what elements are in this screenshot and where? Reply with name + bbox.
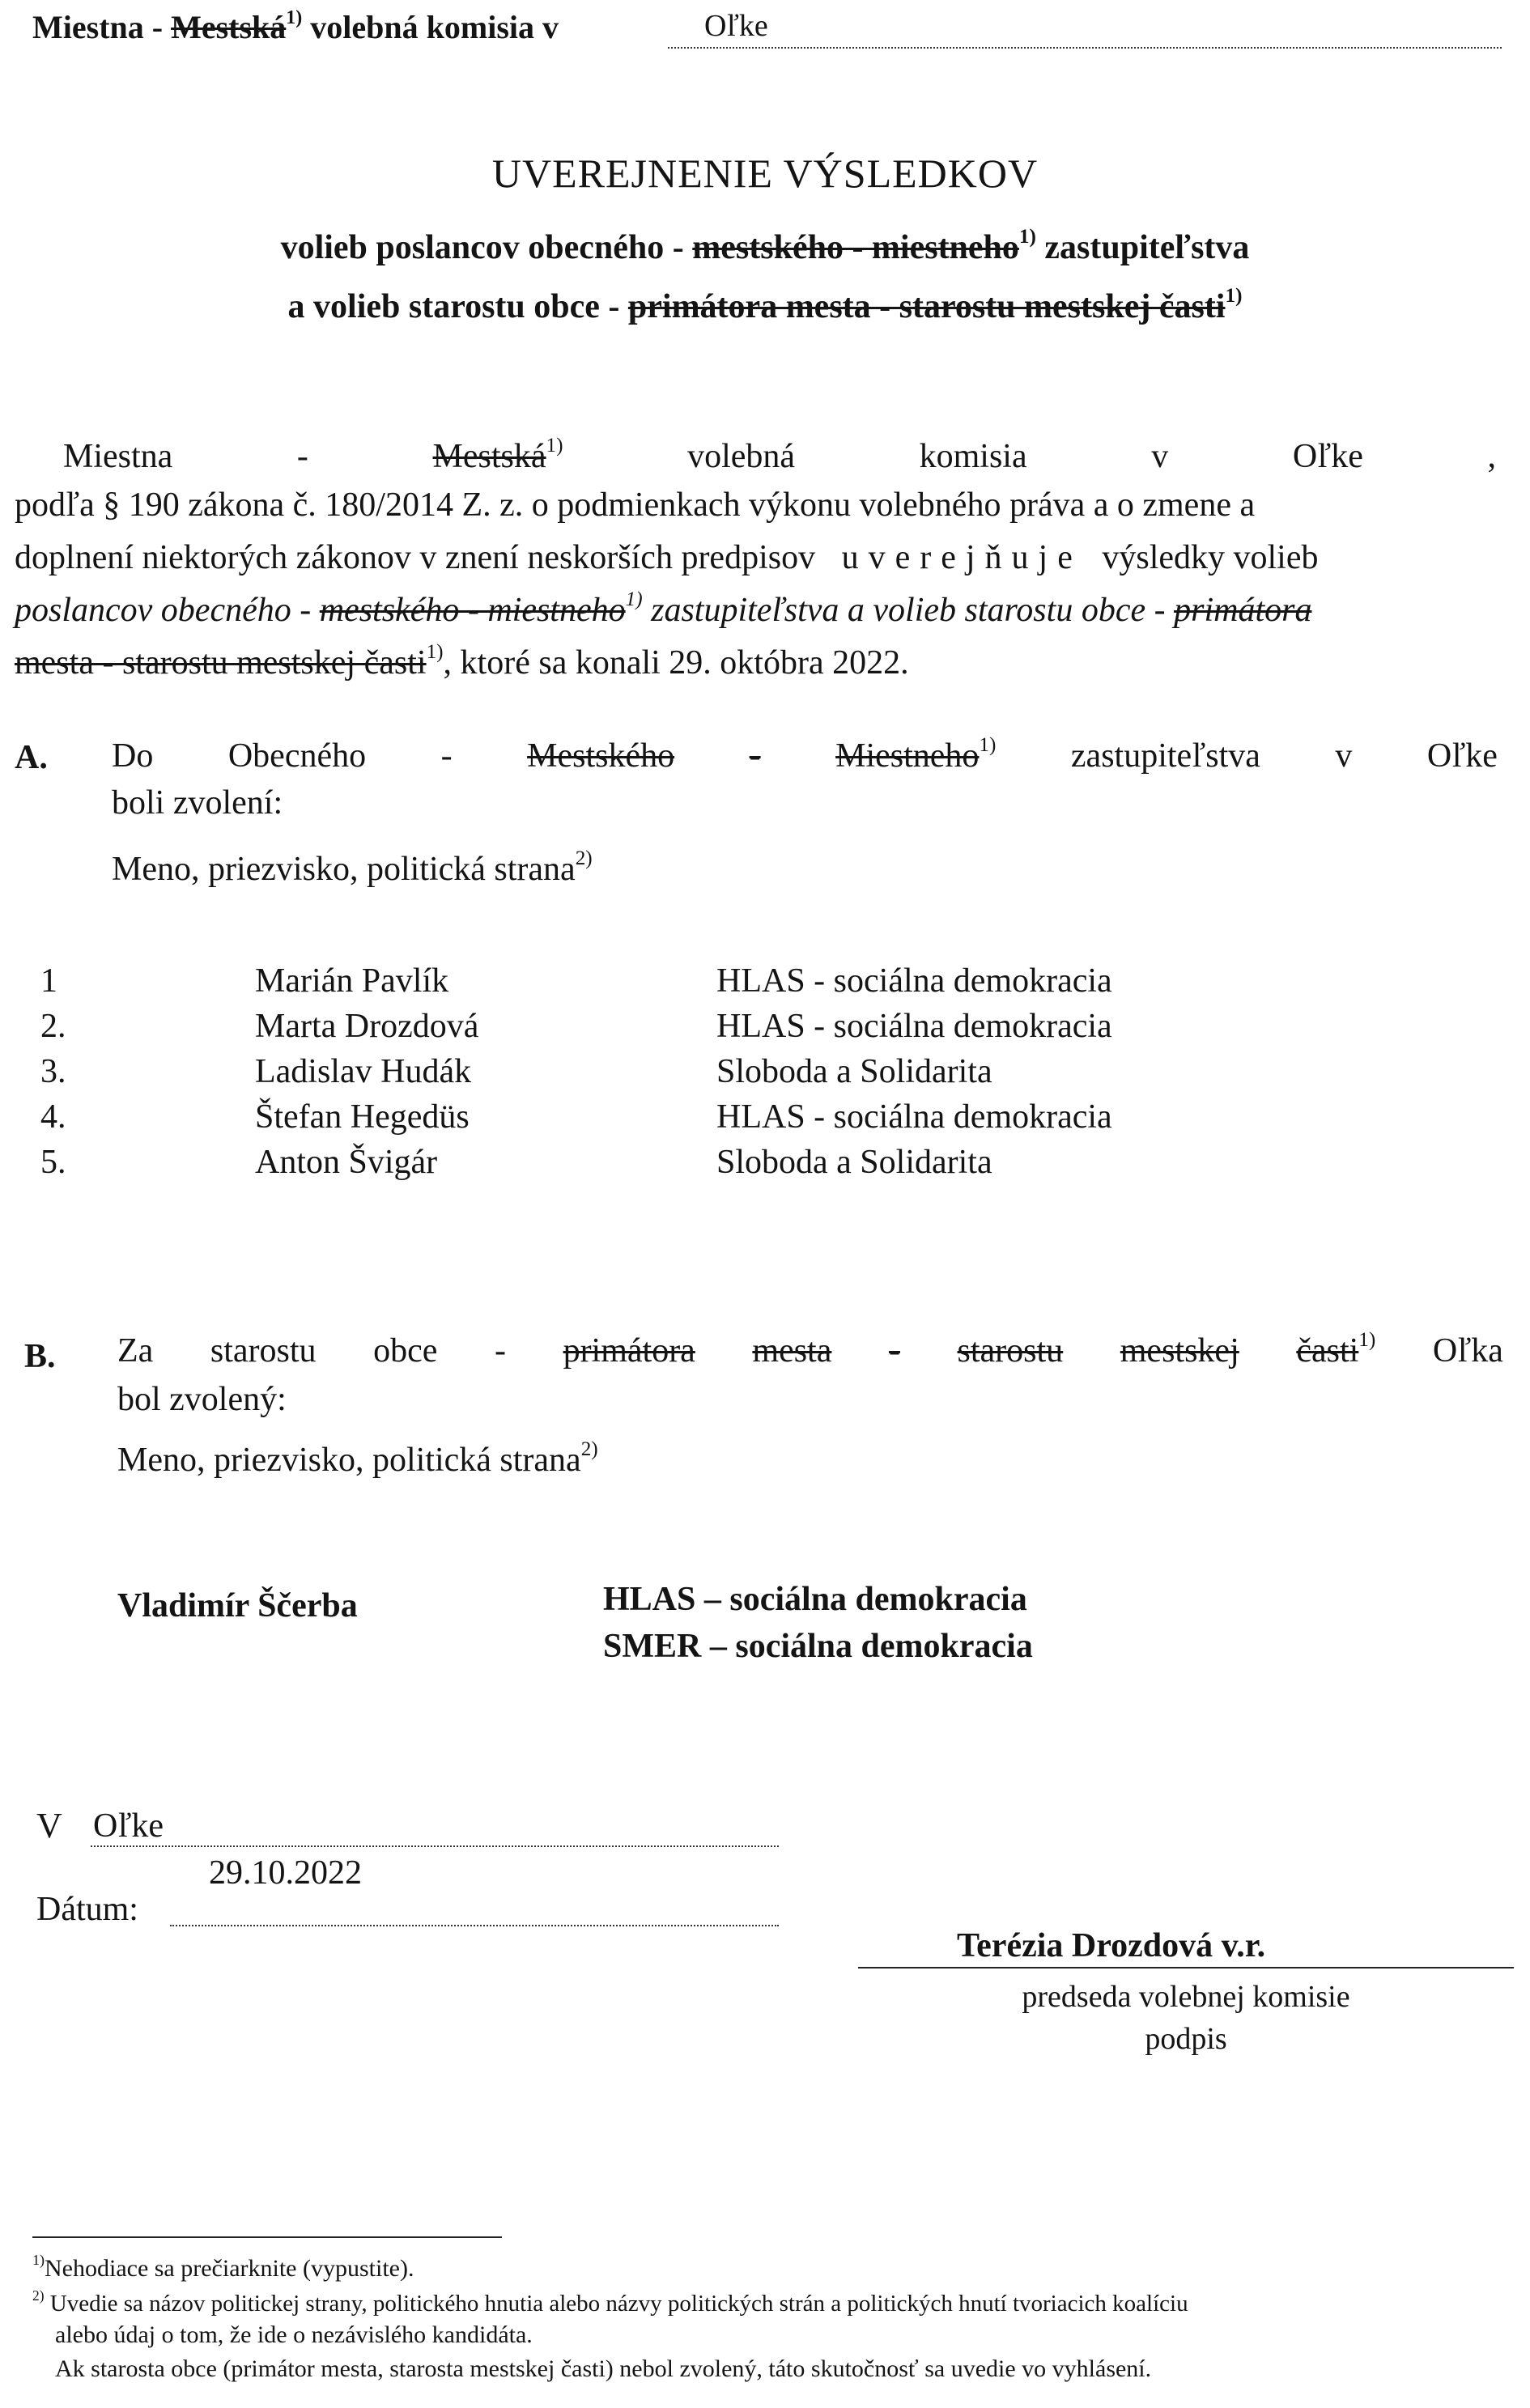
footnote-divider xyxy=(32,2236,502,2238)
date-label: Dátum: xyxy=(36,1891,138,1928)
place-label: V xyxy=(36,1806,62,1845)
member-name: Štefan Hegedüs xyxy=(255,1098,470,1136)
section-a-letter: A. xyxy=(15,739,48,776)
date-dotline xyxy=(170,1925,779,1926)
title-line-3: a volieb starostu obce - primátora mesta - starostu mestskej časti$^{1)}$ xyxy=(287,285,1243,325)
intro-line-4: poslancov obecného - mestského - miestneho$^{1)}$ zastupiteľstva a volieb starostu obce - primátora xyxy=(15,588,1312,629)
member-number: 1 xyxy=(40,962,57,1000)
signature-caption: podpis xyxy=(1145,2022,1227,2056)
date-value: 29.10.2022 xyxy=(209,1854,362,1892)
place-dotline xyxy=(91,1845,779,1847)
intro-line-2: podľa § 190 zákona č. 180/2014 Z. z. o podmienkach výkonu volebného práva a o zmene a xyxy=(15,486,1256,524)
title-line-2: volieb poslancov obecného - mestského - miestneho$^{1)}$ zastupiteľstva xyxy=(280,226,1250,266)
place-value: Oľke xyxy=(93,1807,164,1845)
member-number: 3. xyxy=(40,1053,66,1090)
member-number: 2. xyxy=(40,1008,66,1045)
header-place: Oľke xyxy=(704,9,768,43)
section-a-line-2: boli zvolení: xyxy=(112,784,283,822)
section-b-line-2: bol zvolený: xyxy=(117,1381,287,1418)
footnote-2-line-1: $^{2)}$ Uvedie sa názov politickej strany, politického hnutia alebo názvy politických strán a politických hnutí tvoriacich koalíciu xyxy=(32,2287,1188,2317)
member-party: HLAS - sociálna demokracia xyxy=(716,1098,1112,1136)
signer-role: predseda volebnej komisie xyxy=(1022,1980,1350,2014)
footnote-2-line-3: Ak starosta obce (primátor mesta, starosta mestskej časti) nebol zvolený, táto skutočnosť sa uvedie vo vyhlásení. xyxy=(55,2355,1152,2382)
mayor-party-2: SMER – sociálna demokracia xyxy=(603,1628,1033,1665)
intro-line-3: doplnení niektorých zákonov v znení neskorších predpisov uverejňuje výsledky volieb xyxy=(15,539,1319,576)
struck-mestska: Mestská xyxy=(171,9,287,45)
signature-line xyxy=(858,1967,1514,1968)
intro-line-1: Miestna - Mestská$^{1)}$ volebná komisia v Oľke , xyxy=(63,435,1496,475)
member-name: Marián Pavlík xyxy=(255,962,449,1000)
member-number: 4. xyxy=(40,1098,66,1136)
header-line: Miestna - Mestská$^{1)}$ volebná komisia v xyxy=(32,7,559,45)
section-a-line-1: Do Obecného - Mestského - Miestneho$^{1)}$ zastupiteľstva v Oľke xyxy=(112,734,1498,775)
footnote-1: $^{1)}$Nehodiace sa prečiarknite (vypustite). xyxy=(32,2252,414,2282)
member-name: Marta Drozdová xyxy=(255,1008,479,1045)
mayor-party-1: HLAS – sociálna demokracia xyxy=(603,1581,1027,1618)
mayor-name: Vladimír Ščerba xyxy=(117,1587,358,1624)
member-name: Anton Švigár xyxy=(255,1144,438,1181)
intro-line-5: mesta - starostu mestskej časti$^{1)}$, ktoré sa konali 29. októbra 2022. xyxy=(15,641,909,682)
member-party: HLAS - sociálna demokracia xyxy=(716,962,1112,1000)
section-b-line-1: Za starostu obce - primátora mesta - starostu mestskej časti$^{1)}$ Oľka xyxy=(117,1329,1503,1370)
member-name: Ladislav Hudák xyxy=(255,1053,472,1090)
footnote-2-line-2: alebo údaj o tom, že ide o nezávislého kandidáta. xyxy=(55,2321,533,2348)
section-b-subhead: Meno, priezvisko, politická strana$^{2)}$ xyxy=(117,1438,598,1479)
section-b-letter: B. xyxy=(24,1338,56,1375)
page-title: UVEREJNENIE VÝSLEDKOV xyxy=(491,151,1039,196)
header-dotline xyxy=(668,47,1502,49)
member-party: Sloboda a Solidarita xyxy=(716,1053,992,1090)
member-party: HLAS - sociálna demokracia xyxy=(716,1008,1112,1045)
member-party: Sloboda a Solidarita xyxy=(716,1144,992,1181)
section-a-subhead: Meno, priezvisko, politická strana$^{2)}$ xyxy=(112,847,593,888)
signer-name: Terézia Drozdová v.r. xyxy=(957,1927,1266,1964)
member-number: 5. xyxy=(40,1144,66,1181)
